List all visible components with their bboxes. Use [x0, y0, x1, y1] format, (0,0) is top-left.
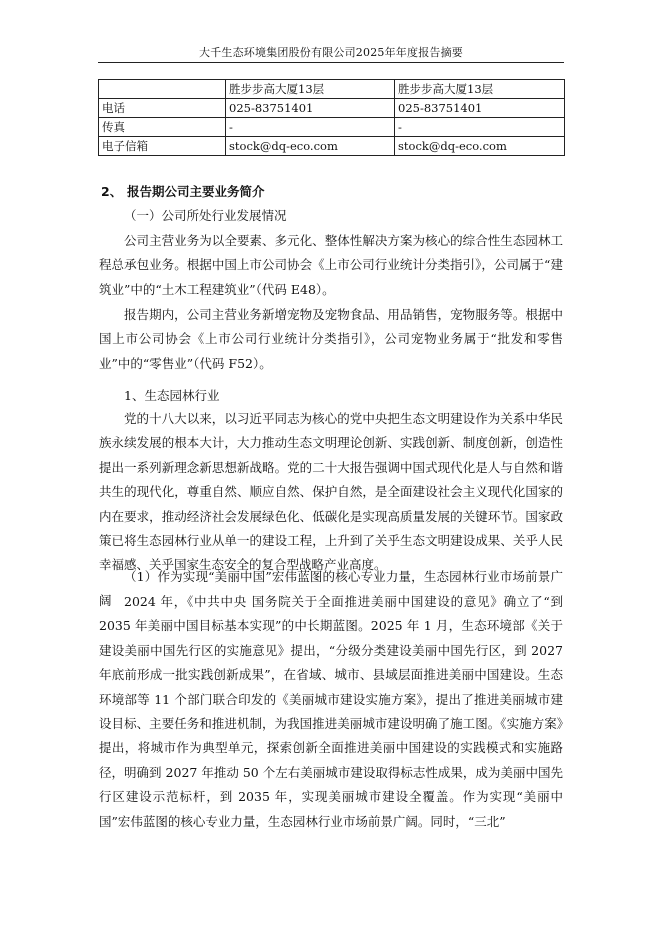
table-cell-label — [99, 80, 226, 99]
table-cell-label: 传真 — [99, 118, 226, 137]
table-row — [99, 118, 565, 137]
header-rule — [98, 62, 564, 63]
table-cell-value: 025-83751401 — [226, 99, 395, 118]
table-cell-value: - — [226, 118, 395, 137]
paragraph-text: 党的十八大以来，以习近平同志为核心的党中央把生态文明建设作为关系中华民族永续发展的根本大计，大力推动生态文明理论创新、实践创新、制度创新，创造性提出一系列新理念新思想新战略。党的二十大报告强调中国式现代化是人与自然和谐共生的现代化，尊重自然、顺应自然、保护自然，是全面建设社会主义现代化国家的内在要求，推动经济社会发展绿色化、低碳化是实现高质量发展的关键环节。国家政策已将生态园林行业从单一的建设工程，上升到了关乎生态文明建设成果、关乎人民幸福感、关乎国家生态安全的复合型战略产业高度。 — [99, 411, 563, 573]
subsection-heading: 1、生态园林行业 — [124, 388, 220, 403]
table-cell-label: 电子信箱 — [99, 137, 226, 156]
table-cell-value: 胜步步高大厦13层 — [226, 80, 395, 99]
subsection-heading: （一）公司所处行业发展情况 — [124, 208, 287, 223]
table-cell-value: 025-83751401 — [395, 99, 565, 118]
table-row — [99, 99, 565, 118]
paragraph-text: 2024 年，《中共中央 国务院关于全面推进美丽中国建设的意见》确立了“到 2035 年美丽中国目标基本实现”的中长期蓝图。2025 年 1 月，生态环境部《关于建设美丽中国先行区的实施意见》提出，“分级分类建设美丽中国先行区，到 2027 年底前形成一批实践创新成果”，在省域、城市、县域层面推进美丽中国建设。生态环境部等 11 个部门联合印发的《美丽城市建设实施方案》，提出了推进美丽城市建设目标、主要任务和推进机制，为我国推进美丽城市建设明确了施工图。《实施方案》提出，将城市作为典型单元，探索创新全面推进美丽中国建设的实践模式和实施路径，明确到 2027 年推动 50 个左右美丽城市建设取得标志性成果，成为美丽中国先行区建设示范标杆，到 2035 年，实现美丽城市建设全覆盖。作为实现“美丽中国”宏伟蓝图的核心专业力量，生态园林行业市场前景广阔。同时，“三北” — [99, 594, 563, 829]
table-cell-value: stock@dq-eco.com — [395, 137, 565, 156]
paragraph — [99, 407, 563, 578]
section-title: 报告期公司主要业务简介 — [127, 184, 265, 199]
paragraph — [99, 590, 563, 834]
table-cell-label: 电话 — [99, 99, 226, 118]
paragraph-text: 报告期内，公司主营业务新增宠物及宠物食品、用品销售，宠物服务等。根据中国上市公司协会《上市公司行业统计分类指引》，公司宠物业务属于“批发和零售业”中的“零售业”（代码 F52）。 — [99, 307, 563, 371]
section-number: 2、 — [101, 184, 123, 199]
page-header: 大千生态环境集团股份有限公司2025年年度报告摘要 — [199, 46, 463, 59]
table-row — [99, 137, 565, 156]
paragraph — [99, 303, 563, 376]
paragraph — [99, 229, 563, 302]
table-cell-value: - — [395, 118, 565, 137]
table-cell-value: stock@dq-eco.com — [226, 137, 395, 156]
paragraph-text: 公司主营业务为以全要素、多元化、整体性解决方案为核心的综合性生态园林工程总承包业务。根据中国上市公司协会《上市公司行业统计分类指引》，公司属于“建筑业”中的“土木工程建筑业”（代码 E48）。 — [99, 233, 563, 297]
table-row — [99, 80, 565, 99]
paragraph-text: （1）作为实现“美丽中国”宏伟蓝图的核心专业力量，生态园林行业市场前景广阔 — [99, 569, 563, 609]
contact-info-table — [98, 79, 565, 156]
section-heading — [101, 182, 265, 200]
table-cell-value: 胜步步高大厦13层 — [395, 80, 565, 99]
